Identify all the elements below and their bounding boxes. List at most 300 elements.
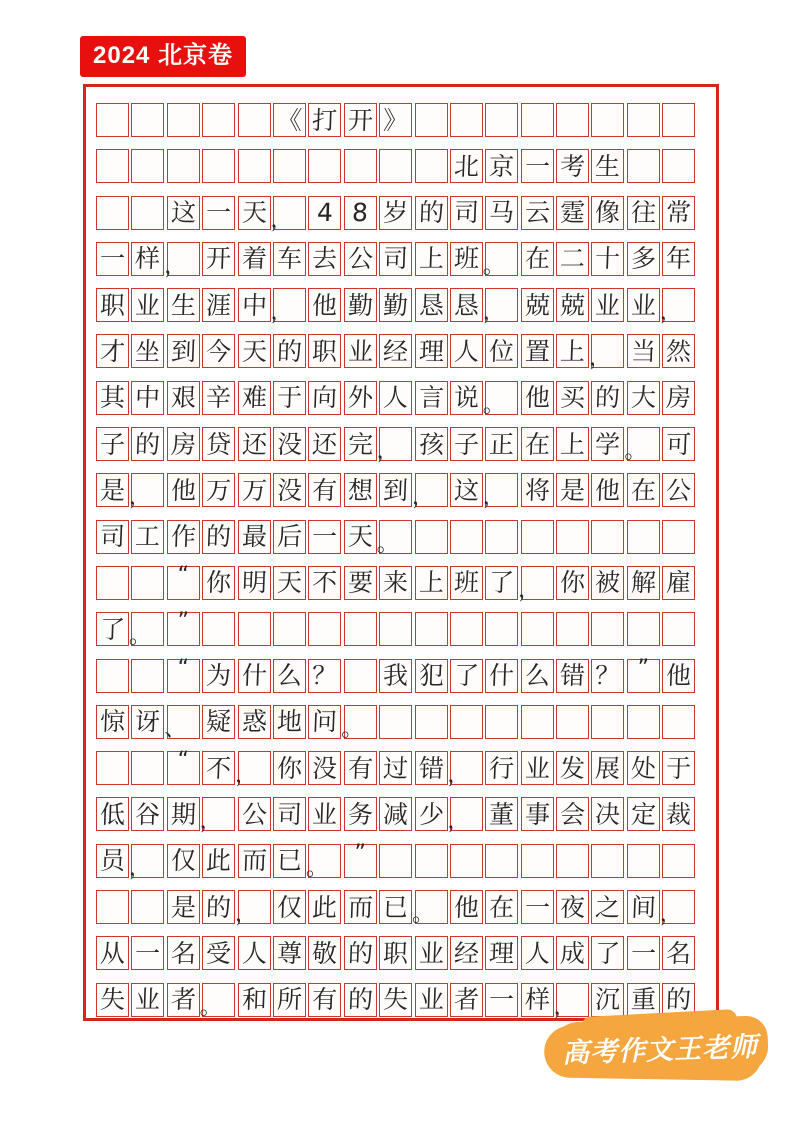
handwritten-char: 司 [453,198,480,228]
handwritten-char: 。 [341,716,364,742]
grid-cell [131,242,164,276]
handwritten-char: 辛 [205,383,232,413]
handwritten-char: ， [235,902,258,928]
handwritten-char: 名 [665,938,692,968]
handwritten-char: 沉 [594,985,621,1015]
handwritten-char: 的 [276,336,303,366]
grid-cell [521,288,554,322]
handwritten-char: 的 [134,429,161,459]
grid-cell [202,334,235,368]
grid-cell [415,520,448,554]
grid-cell [521,381,554,415]
grid-cell [167,609,200,646]
handwritten-char: 公 [665,475,692,505]
handwritten-char: 你 [559,568,586,598]
handwritten-char: 勤 [382,290,409,320]
grid-cell [131,103,164,137]
handwritten-char: 的 [417,198,445,228]
handwritten-char: 位 [488,336,515,366]
grid-cell [238,103,271,137]
grid-cell [202,659,235,693]
handwritten-char: 在 [524,244,551,274]
handwritten-char: 人 [524,938,551,968]
grid-cell [415,705,448,739]
handwritten-char: 于 [276,383,303,413]
handwritten-char: 京 [488,151,515,181]
grid-cell [202,936,235,970]
handwritten-char: 十 [594,244,621,274]
grid-cell [273,334,306,368]
grid-cell [415,149,448,183]
grid-cell [485,751,518,785]
handwritten-char: 我 [382,661,409,691]
grid-cell [379,751,412,785]
handwritten-char: 于 [665,753,692,783]
grid-row [96,983,695,1020]
handwritten-char: 。 [482,392,505,418]
grid-cell [662,566,695,600]
handwritten-char: 》 [382,105,409,135]
grid-cell [521,797,554,831]
grid-cell [167,936,200,970]
handwritten-char: 夜 [559,892,586,922]
handwritten-char: 二 [559,244,586,274]
handwritten-char: 打 [311,105,338,135]
handwritten-char: 业 [134,290,161,320]
handwritten-char: 问 [311,707,338,737]
handwritten-char: 业 [417,985,445,1015]
handwritten-char: 到 [170,336,197,366]
grid-cell [556,334,589,368]
grid-cell [591,473,624,507]
grid-cell [202,890,235,924]
handwritten-char: 被 [594,568,621,598]
grid-cell [273,659,306,693]
handwritten-char: 今 [205,336,232,366]
grid-cell [415,797,448,831]
grid-cell [379,242,412,276]
grid-cell [659,890,695,928]
handwritten-char: 。 [624,439,647,465]
handwritten-char: “ [177,655,189,681]
grid-cell [273,103,306,137]
grid-cell [308,705,341,739]
grid-cell [167,562,200,600]
grid-cell [591,983,624,1017]
handwritten-char: 。 [305,855,328,881]
handwritten-char: 职 [99,290,126,320]
grid-cell [308,566,341,600]
grid-cell [131,566,164,600]
grid-cell [308,612,341,646]
handwritten-char: 像 [594,198,621,228]
handwritten-char: 公 [347,244,374,274]
grid-cell [379,288,412,322]
handwritten-char: 成 [559,938,586,968]
grid-cell [96,844,129,878]
grid-cell [167,288,200,322]
handwritten-char: 霆 [559,198,586,228]
handwritten-char: 敬 [311,938,338,968]
grid-cell [238,473,271,507]
grid-cell [662,936,695,970]
grid-cell [379,612,412,646]
grid-cell [556,890,589,924]
handwritten-char: 错 [417,753,445,783]
grid-cell [485,983,518,1017]
grid-cell [521,242,554,276]
handwritten-char: 的 [665,985,692,1015]
grid-cell [379,797,412,831]
grid-cell [308,797,341,831]
handwritten-char: 。 [199,994,222,1020]
grid-cell [202,196,235,230]
grid-cell [415,566,448,600]
handwritten-char: 子 [453,429,480,459]
grid-cell [167,427,200,461]
handwritten-char: 可 [665,429,692,459]
grid-cell [379,659,412,693]
handwritten-char: 天 [347,522,374,552]
grid-cell [450,983,483,1017]
grid-cell [556,612,589,646]
handwritten-char: 班 [453,244,480,274]
handwritten-char: 着 [241,244,268,274]
handwritten-char: 上 [417,244,445,274]
grid-row [96,381,695,418]
grid-cell [131,381,164,415]
handwritten-char: 马 [488,198,515,228]
grid-cell [344,983,377,1017]
grid-cell [308,659,341,693]
handwritten-char: 之 [594,892,621,922]
grid-row [96,797,695,835]
handwritten-char: 上 [417,568,445,598]
grid-cell [379,334,412,368]
handwritten-char: 理 [488,938,515,968]
grid-cell [238,705,271,739]
grid-cell [167,196,200,230]
handwritten-char: 雇 [665,568,692,598]
handwritten-char: 员 [99,846,126,876]
grid-cell [415,659,448,693]
grid-cell [238,797,271,831]
handwritten-char: 恳 [453,290,480,320]
handwritten-char: 一 [630,938,657,968]
handwritten-char: 完 [347,429,374,459]
grid-row [96,473,695,511]
grid-cell [450,427,483,461]
grid-row [96,196,695,233]
handwritten-char: 名 [170,938,197,968]
grid-cell [238,936,271,970]
handwritten-char: 将 [524,475,551,505]
handwritten-char: 一 [488,985,515,1015]
handwritten-char: 此 [311,892,338,922]
handwritten-char: 事 [524,799,551,829]
grid-cell [202,149,235,183]
grid-cell [521,473,554,507]
grid-cell [485,149,518,183]
exam-badge-label: 2024 北京卷 [93,42,234,69]
handwritten-char: 说 [453,383,480,413]
grid-cell [521,983,554,1017]
grid-cell [379,196,412,230]
grid-cell [521,751,554,785]
grid-cell [556,844,589,878]
grid-cell [128,473,164,511]
handwritten-char: ？ [594,661,621,691]
grid-cell [485,520,518,554]
handwritten-char: ？ [311,661,338,691]
grid-cell [485,936,518,970]
handwritten-char: 的 [347,938,374,968]
handwritten-char: 谷 [134,799,161,829]
handwritten-char: 过 [382,753,409,783]
handwritten-char: 么 [276,661,303,691]
grid-cell [662,103,695,137]
grid-cell [167,103,200,137]
grid-cell [556,103,589,137]
grid-cell [202,427,235,461]
grid-cell [627,936,660,970]
grid-cell [662,751,695,785]
grid-cell [131,149,164,183]
grid-cell [662,427,695,461]
grid-cell [521,659,554,693]
handwritten-char: 要 [347,568,374,598]
grid-cell [556,520,589,554]
handwritten-char: ， [164,253,187,279]
grid-cell [131,705,164,739]
grid-cell [164,705,200,742]
grid-cell [96,797,129,831]
grid-cell [450,520,483,554]
grid-cell [344,196,377,230]
grid-cell [344,381,377,415]
grid-cell [131,890,164,924]
handwritten-char: 间 [630,892,657,922]
handwritten-char: 想 [347,475,374,505]
grid-cell [627,520,660,554]
grid-cell [415,427,448,461]
grid-cell [485,705,518,739]
handwritten-char: 到 [382,475,409,505]
grid-cell [412,473,448,511]
handwritten-char: ， [659,902,682,928]
handwritten-char: 讶 [134,707,161,737]
grid-cell [164,242,200,279]
grid-cell [415,751,448,785]
grid-cell [662,334,695,368]
handwritten-char: 《 [276,105,303,135]
handwritten-char: 失 [99,985,126,1015]
handwritten-char: 重 [630,985,657,1015]
grid-cell [662,473,695,507]
handwritten-char: ， [412,485,435,511]
handwritten-char: 是 [559,475,586,505]
grid-cell [379,103,412,137]
handwritten-char: 大 [630,383,657,413]
handwritten-char: 在 [524,429,551,459]
handwritten-char: 正 [488,429,515,459]
grid-cell [521,427,554,461]
grid-cell [96,566,129,600]
grid-cell [308,196,341,230]
grid-cell [131,797,164,831]
handwritten-char: 地 [276,707,303,737]
grid-cell [238,844,271,878]
handwritten-char: 会 [559,799,586,829]
grid-cell [482,381,518,418]
grid-cell [308,473,341,507]
grid-cell [202,288,235,322]
handwritten-char: 业 [311,799,338,829]
grid-cell [482,242,518,279]
grid-cell [556,242,589,276]
handwritten-char: 人 [453,336,480,366]
handwritten-char: 房 [170,429,197,459]
grid [96,103,695,1020]
grid-cell [482,288,518,326]
handwritten-char: ， [482,485,505,511]
grid-cell [627,844,660,878]
grid-cell [521,196,554,230]
grid-cell [415,242,448,276]
grid-cell [238,242,271,276]
handwritten-char: 公 [241,799,268,829]
handwritten-char: 然 [665,336,692,366]
handwritten-char: ， [270,300,293,326]
handwritten-char: 低 [99,799,126,829]
grid-cell [308,890,341,924]
grid-cell [344,566,377,600]
grid-row [96,748,695,789]
grid-cell [450,844,483,878]
handwritten-char: 难 [241,383,268,413]
grid-cell [344,149,377,183]
handwritten-char: 展 [594,753,621,783]
handwritten-char: 天 [241,336,268,366]
composition-sheet [83,84,719,1021]
grid-cell [627,983,660,1017]
grid-cell [659,288,695,326]
handwritten-char: 期 [170,799,197,829]
handwritten-char: 作 [170,522,197,552]
grid-cell [131,659,164,693]
handwritten-char: 业 [134,985,161,1015]
handwritten-char: 岁 [382,198,409,228]
handwritten-char: 业 [347,336,374,366]
handwritten-char: 。 [376,531,399,557]
watermark [551,1015,769,1079]
grid-cell [485,334,518,368]
handwritten-char: 。 [128,624,151,650]
grid-cell [591,751,624,785]
grid-cell [344,334,377,368]
grid-cell [131,751,164,785]
grid-cell [450,612,483,646]
handwritten-char: 你 [205,568,232,598]
grid-cell [167,655,200,693]
grid-cell [662,797,695,831]
handwritten-char: 而 [347,892,374,922]
handwritten-char: 仅 [276,892,303,922]
grid-cell [202,103,235,137]
grid-cell [415,196,448,230]
handwritten-char: 了 [594,938,621,968]
grid-cell [202,612,235,646]
grid-cell [450,473,483,507]
grid-cell [308,427,341,461]
handwritten-char: 已 [276,846,303,876]
grid-cell [627,612,660,646]
handwritten-char: 在 [488,892,515,922]
handwritten-char: 仅 [170,846,197,876]
handwritten-char: 处 [630,753,657,783]
grid-cell [450,659,483,693]
handwritten-char: 业 [524,753,551,783]
handwritten-char: 常 [665,198,692,228]
grid-cell [344,751,377,785]
handwritten-char: 万 [205,475,232,505]
grid-cell [273,705,306,739]
grid-cell [556,705,589,739]
grid-cell [521,334,554,368]
grid-cell [96,334,129,368]
grid-cell [627,890,660,924]
grid-cell [627,566,660,600]
handwritten-char: 什 [488,661,515,691]
grid-cell [450,566,483,600]
handwritten-char: ， [235,763,258,789]
grid-cell [556,797,589,831]
grid-cell [485,427,518,461]
grid-cell [450,890,483,924]
handwritten-char: 一 [311,522,338,552]
handwritten-char: 没 [276,429,303,459]
grid-cell [627,381,660,415]
handwritten-char: ， [659,300,682,326]
grid-cell [238,334,271,368]
grid-cell [96,381,129,415]
grid-cell [379,381,412,415]
grid-cell [627,751,660,785]
handwritten-char: ， [518,577,541,603]
grid-cell [450,103,483,137]
handwritten-char: 发 [559,753,586,783]
grid-cell [202,242,235,276]
grid-cell [627,242,660,276]
grid-cell [131,520,164,554]
grid-cell [308,103,341,137]
grid-cell [662,381,695,415]
grid-cell [556,288,589,322]
grid-cell [556,936,589,970]
handwritten-char: ， [199,809,222,835]
grid-cell [627,149,660,183]
grid-cell [308,520,341,554]
grid-cell [591,196,624,230]
handwritten-char: 减 [382,799,409,829]
grid-cell [556,566,589,600]
grid-row [96,562,695,603]
grid-cell [238,149,271,183]
grid-cell [662,612,695,646]
handwritten-char: 上 [559,429,586,459]
grid-cell [96,473,129,507]
handwritten-char: 为 [205,661,232,691]
